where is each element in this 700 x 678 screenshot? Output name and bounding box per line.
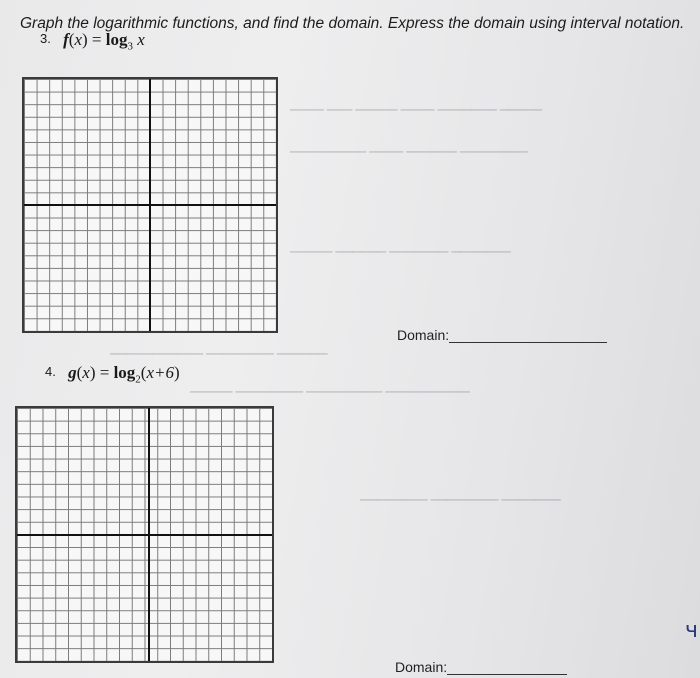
bleed-through-text: ▁▁▁▁▁▁▁▁ ▁▁▁▁▁▁▁▁ ▁▁▁▁▁▁▁ — [360, 489, 561, 501]
function-variable: x — [82, 363, 90, 382]
answer-line[interactable] — [449, 342, 607, 343]
problem-number: 3. — [40, 31, 51, 46]
y-axis — [148, 408, 150, 661]
problem-4-label: 4. $g(x) = \log_2(x+6)$ — [45, 363, 180, 386]
problem-3-label: 3. $f(x) = \log_3 x$ — [40, 30, 145, 53]
answer-line[interactable] — [447, 674, 567, 675]
function-variable: x — [74, 30, 82, 49]
bleed-through-text: ▁▁▁▁ ▁▁▁ ▁▁▁▁▁ ▁▁▁▁ ▁▁▁▁▁▁▁ ▁▁▁▁▁ — [290, 99, 543, 111]
log-argument: x+6 — [146, 363, 174, 382]
bleed-through-text: ▁▁▁▁▁ ▁▁▁▁▁▁ ▁▁▁▁▁▁▁ ▁▁▁▁▁▁▁ — [290, 241, 511, 253]
graph-grid-3[interactable] — [24, 79, 276, 331]
problem-number: 4. — [45, 364, 56, 379]
handwritten-mark: ч — [685, 618, 698, 643]
bleed-through-text: ▁▁▁▁▁▁▁▁▁▁▁ ▁▁▁▁▁▁▁▁ ▁▁▁▁▁▁ — [110, 343, 328, 355]
bleed-through-text: ▁▁▁▁▁▁▁▁▁ ▁▁▁▁ ▁▁▁▁▁▁ ▁▁▁▁▁▁▁▁ — [290, 141, 528, 153]
x-axis — [17, 534, 272, 536]
domain-field-4[interactable] — [395, 659, 567, 675]
function-name: g — [68, 363, 77, 382]
log-argument: x — [137, 30, 145, 49]
log-base: 2 — [135, 373, 141, 386]
y-axis — [149, 79, 151, 331]
log-base: 3 — [127, 40, 133, 53]
domain-label: Domain: — [397, 327, 450, 343]
domain-field-3[interactable] — [397, 327, 607, 343]
bleed-through-text: ▁▁▁▁▁ ▁▁▁▁▁▁▁▁ ▁▁▁▁▁▁▁▁▁ ▁▁▁▁▁▁▁▁▁▁ — [190, 381, 470, 393]
instructions: Graph the logarithmic functions, and find the domain. Express the domain using interval notation. — [20, 15, 685, 32]
function-name: f — [63, 30, 69, 49]
domain-label: Domain: — [395, 659, 448, 675]
graph-grid-4[interactable] — [17, 408, 272, 661]
